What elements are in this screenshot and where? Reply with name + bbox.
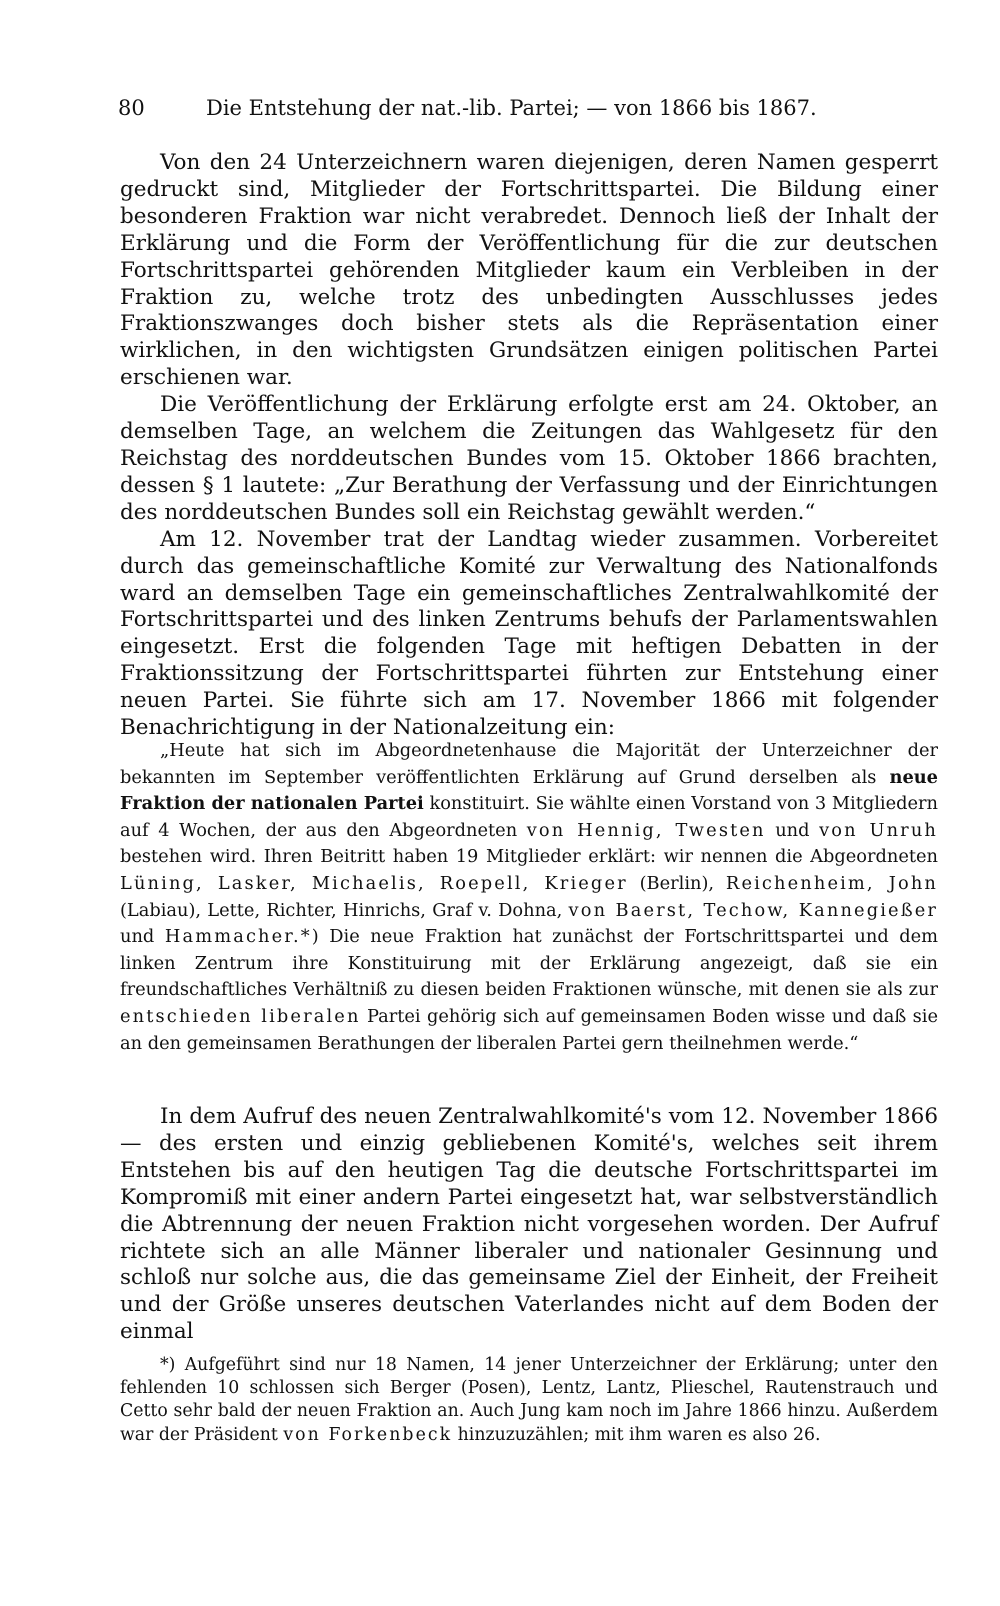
footnote (120, 1354, 938, 1447)
page-number: 80 (118, 96, 145, 120)
spaced-names: von Hennig, Twesten (526, 819, 766, 841)
footnote-text: hinzuzuzählen; mit ihm waren es also 26. (452, 1424, 821, 1445)
main-text-lower (120, 1104, 938, 1346)
spaced-names: Reichenheim, John (725, 872, 938, 894)
paragraph: Von den 24 Unterzeichnern waren diejenigen, deren Namen gesperrt gedruckt sind, Mitglieder der Fortschrittspartei. Die Bildung einer besonderen Fraktion war nicht verabredet. Dennoch ließ der Inhalt der Erklärung und die Form der Veröffentlichung für die zur deutschen Fortschrittspartei gehörenden Mitglieder kaum ein Verbleiben in der Fraktion zu, welche trotz des unbedingten Ausschlusses jedes Fraktionszwanges doch bisher stets als die Repräsentation einer wirklichen, in den wichtigsten Grundsätzen einigen politischen Partei erschienen war. (120, 150, 938, 391)
paragraph: In dem Aufruf des neuen Zentralwahlkomité's vom 12. November 1866 — des ersten und einzig gebliebenen Komité's, welches seit ihrem Entstehen bis auf den heutigen Tag die deutsche Fortschrittspartei im Kompromiß mit einer andern Partei eingesetzt hat, war selbstverständlich die Abtrennung der neuen Fraktion nicht vorgesehen worden. Der Aufruf richtete sich an alle Männer liberaler und nationaler Gesinnung und schloß nur solche aus, die das gemeinsame Ziel der Einheit, der Freiheit und der Größe unseres deutschen Vaterlandes nicht auf dem Boden der einmal (120, 1104, 938, 1345)
quote-text: „Heute hat sich im Abgeordnetenhause die Majorität der Unterzeichner der bekannten im September veröffentlichten Erklärung auf Grund derselben als (120, 740, 938, 788)
quote-text: Partei gehörig sich auf gemeinsamen Boden wisse und daß sie an den gemeinsamen Berathungen der liberalen Partei gern theilnehmen werde.“ (120, 1005, 938, 1054)
footnote-paragraph (120, 1354, 938, 1447)
quote-text: (Labiau), Lette, Richter, Hinrichs, Graf v. Dohna, (120, 899, 569, 921)
paragraph: Die Veröffentlichung der Erklärung erfolgte erst am 24. Oktober, an demselben Tage, an welchem die Zeitungen das Wahlgesetz für den Reichstag des norddeutschen Bundes vom 15. Oktober 1866 brachten, dessen § 1 lautete: „Zur Berathung der Verfassung und der Einrichtungen des norddeutschen Bundes soll ein Reichstag gewählt werden.“ (120, 392, 938, 525)
spaced-names: von Unruh (819, 819, 938, 841)
main-text-upper (120, 150, 938, 742)
spaced-names: Hammacher.* (164, 926, 312, 948)
running-header (118, 96, 918, 120)
quote-bold-phrase: neue Fraktion der nationalen Partei (120, 766, 938, 815)
quote-text: bestehen wird. Ihren Beitritt haben 19 Mitglieder erklärt: wir nennen die Abgeordneten (120, 846, 938, 868)
quote-text: ) Die neue Fraktion hat zunächst der Fortschrittspartei und dem linken Zentrum ihre Konstituirung mit der Erklärung angezeigt, daß sie ein freundschaftliches Verhältniß zu diesen beiden Fraktionen wünsche, mit denen sie als zur (120, 926, 938, 1001)
quote-text: konstituirt. Sie wählte einen Vorstand von 3 Mitgliedern auf 4 Wochen, der aus den Abgeordneten (120, 793, 939, 841)
quote-text: und (765, 819, 820, 841)
spaced-names: von Baerst, Techow, Kannegießer (568, 899, 938, 921)
paragraph: Am 12. November trat der Landtag wieder zusammen. Vorbereitet durch das gemeinschaftliche Komité zur Verwaltung des Nationalfonds ward an demselben Tage ein gemeinschaftliches Zentralwahlkomité der Fortschrittspartei und des linken Zentrums behufs der Parlamentswahlen eingesetzt. Erst die folgenden Tage mit heftigen Debatten in der Fraktionssitzung der Fortschrittspartei führten zur Entstehung einer neuen Partei. Sie führte sich am 17. November 1866 mit folgender Benachrichtigung in der Nationalzeitung ein: (120, 526, 938, 741)
spaced-phrase: entschieden liberalen (120, 1005, 361, 1027)
spaced-name: von Forkenbeck (283, 1424, 453, 1445)
running-title: Die Entstehung der nat.-lib. Partei; — von 1866 bis 1867. (206, 96, 817, 120)
quote-paragraph (120, 738, 938, 1057)
block-quote (120, 738, 938, 1057)
quote-text: und (120, 926, 165, 948)
quote-text: (Berlin), (627, 872, 726, 894)
spaced-names: Lüning, Lasker, Michaelis, Roepell, Krieger (120, 872, 628, 894)
footnote-text: *) Aufgeführt sind nur 18 Namen, 14 jener Unterzeichner der Erklärung; unter den fehlenden 10 schlossen sich Berger (Posen), Lentz, Lantz, Plieschel, Rautenstrauch und Cetto sehr bald der neuen Fraktion an. Auch Jung kam noch im Jahre 1866 hinzu. Außerdem war der Präsident (120, 1355, 938, 1445)
